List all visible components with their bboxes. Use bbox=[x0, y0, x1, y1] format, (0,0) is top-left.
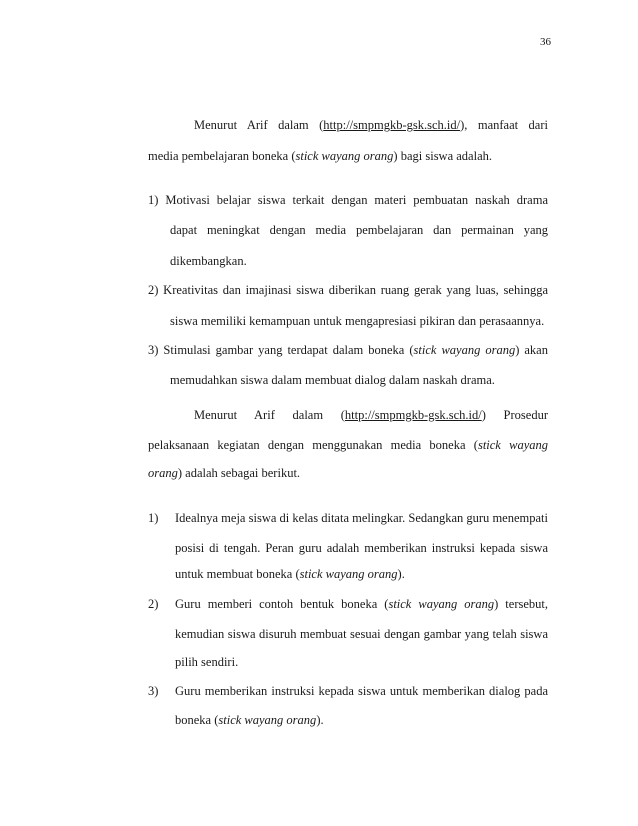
text: pelaksanaan kegiatan dengan menggunakan media boneka ( bbox=[148, 438, 478, 452]
list2-item-3-line-1: Guru memberikan instruksi kepada siswa untuk memberikan dialog pada bbox=[175, 684, 548, 698]
text: ), manfaat dari bbox=[460, 118, 548, 132]
list2-item-3-line-2 bbox=[175, 712, 548, 728]
paragraph-2-line-2 bbox=[148, 437, 548, 453]
list2-item-2-line-3: pilih sendiri. bbox=[175, 655, 239, 669]
source-link[interactable]: http://smpmgkb-gsk.sch.id/ bbox=[344, 408, 482, 422]
text: media pembelajaran boneka ( bbox=[148, 149, 296, 163]
list2-item-1-number: 1) bbox=[148, 511, 159, 525]
list2-item-1-line-2: posisi di tengah. Peran guru adalah memberikan instruksi kepada siswa bbox=[175, 541, 548, 555]
list2-item-2-line-2: kemudian siswa disuruh membuat sesuai dengan gambar yang telah siswa bbox=[175, 627, 548, 641]
list1-item-2-line-2: siswa memiliki kemampuan untuk mengapresiasi pikiran dan perasaannya. bbox=[170, 314, 545, 328]
italic-term: stick wayang orang bbox=[295, 149, 394, 163]
text: ) akan bbox=[515, 343, 548, 357]
list1-item-1-line-1: 1) Motivasi belajar siswa terkait dengan materi pembuatan naskah drama bbox=[148, 193, 548, 207]
list2-item-3-number: 3) bbox=[148, 684, 159, 698]
italic-term: stick wayang orang bbox=[413, 343, 516, 357]
text: untuk membuat boneka ( bbox=[175, 567, 300, 581]
page-number: 36 bbox=[540, 36, 551, 48]
paragraph-1-line-1 bbox=[194, 117, 548, 133]
paragraph-2-line-3 bbox=[148, 465, 548, 481]
list1-item-1-line-2: dapat meningkat dengan media pembelajaran dan permainan yang bbox=[170, 223, 548, 237]
text: ) bagi siswa adalah. bbox=[393, 149, 492, 163]
list2-item-1-line-3 bbox=[175, 566, 548, 582]
list2-item-2-line-1 bbox=[175, 596, 548, 612]
text: 3) Stimulasi gambar yang terdapat dalam boneka ( bbox=[148, 343, 414, 357]
text: ). bbox=[316, 713, 324, 727]
italic-term: stick wayang bbox=[477, 438, 548, 452]
text: Menurut Arif dalam ( bbox=[194, 118, 324, 132]
list1-item-3-line-2: memudahkan siswa dalam membuat dialog dalam naskah drama. bbox=[170, 373, 495, 387]
italic-term: stick wayang orang bbox=[218, 713, 317, 727]
italic-term: stick wayang orang bbox=[299, 567, 398, 581]
list1-item-2-line-1: 2) Kreativitas dan imajinasi siswa diberikan ruang gerak yang luas, sehingga bbox=[148, 283, 548, 297]
source-link[interactable]: http://smpmgkb-gsk.sch.id/ bbox=[323, 118, 461, 132]
text: ) Prosedur bbox=[481, 408, 548, 422]
text: ). bbox=[397, 567, 405, 581]
italic-term: orang bbox=[148, 466, 178, 480]
text: Menurut Arif dalam ( bbox=[194, 408, 345, 422]
text: ) tersebut, bbox=[494, 597, 548, 611]
list1-item-1-line-3: dikembangkan. bbox=[170, 254, 247, 268]
text: boneka ( bbox=[175, 713, 219, 727]
list1-item-3-line-1 bbox=[148, 342, 548, 358]
list2-item-1-line-1: Idealnya meja siswa di kelas ditata melingkar. Sedangkan guru menempati bbox=[175, 511, 548, 525]
paragraph-2-line-1 bbox=[194, 407, 548, 423]
list2-item-2-number: 2) bbox=[148, 597, 159, 611]
paragraph-1-line-2 bbox=[148, 148, 548, 164]
text: Guru memberi contoh bentuk boneka ( bbox=[175, 597, 389, 611]
text: ) adalah sebagai berikut. bbox=[177, 466, 301, 480]
italic-term: stick wayang orang bbox=[388, 597, 495, 611]
